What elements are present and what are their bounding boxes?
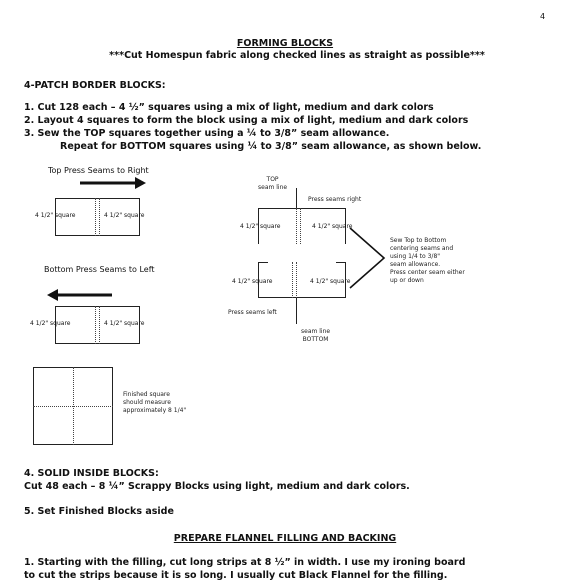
sew-note: Sew Top to Bottom centering seams and using 1/4 to 3/8" seam allowance. Press center seam either up or down — [390, 237, 465, 284]
square-label: 4 1/2" square — [232, 278, 273, 285]
bottom-seam-line — [296, 298, 297, 324]
right-bottom-top-edge-left — [258, 262, 268, 263]
square-label: 4 1/2" square — [30, 320, 71, 327]
top-seam-label: TOP seam line — [258, 176, 288, 191]
top-seam-dots-2 — [99, 198, 100, 236]
finished-note: Finished square should measure approximately 8 1/4" — [123, 391, 187, 414]
step-2: 2. Layout 4 squares to form the block using a mix of light, medium and dark colors — [24, 115, 469, 126]
press-left-label: Press seams left — [228, 309, 277, 316]
square-label: 4 1/2" square — [35, 212, 76, 219]
square-label: 4 1/2" square — [104, 212, 145, 219]
square-label: 4 1/2" square — [312, 223, 353, 230]
square-label: 4 1/2" square — [240, 223, 281, 230]
label-bottom-press: Bottom Press Seams to Left — [44, 265, 155, 274]
solid-blocks-text: Cut 48 each – 8 ¼” Scrappy Blocks using light, medium and dark colors. — [24, 481, 410, 492]
filling-line-1: 1. Starting with the filling, cut long strips at 8 ½” in width. I use my ironing board — [24, 557, 466, 568]
page-number: 4 — [540, 12, 546, 21]
title-forming-blocks: FORMING BLOCKS — [236, 38, 334, 49]
cut-note: ***Cut Homespun fabric along checked lines as straight as possible*** — [109, 50, 485, 61]
press-right-label: Press seams right — [308, 196, 362, 203]
heading-4patch: 4-PATCH BORDER BLOCKS: — [24, 80, 166, 91]
top-seam-line — [296, 188, 297, 208]
heading-solid-blocks: 4. SOLID INSIDE BLOCKS: — [24, 468, 159, 479]
step-3: 3. Sew the TOP squares together using a ¼ to 3/8” seam allowance. — [24, 128, 390, 139]
title-prepare: PREPARE FLANNEL FILLING AND BACKING — [173, 533, 397, 544]
label-top-press: Top Press Seams to Right — [48, 166, 149, 175]
step-3-repeat: Repeat for BOTTOM squares using ¼ to 3/8” seam allowance, as shown below. — [60, 141, 482, 152]
right-bottom-top-edge-right — [336, 262, 346, 263]
bottom-seam-label: seam line BOTTOM — [301, 328, 331, 343]
filling-line-2: to cut the strips because it is so long. I usually cut Black Flannel for the filling. — [24, 570, 448, 581]
finished-hseam — [33, 406, 113, 407]
right-bottom-seam — [292, 262, 293, 298]
right-bottom-seam-2 — [296, 262, 297, 298]
square-label: 4 1/2" square — [104, 320, 145, 327]
square-label: 4 1/2" square — [310, 278, 351, 285]
bottom-seam-dots — [95, 306, 96, 344]
bottom-seam-dots-2 — [99, 306, 100, 344]
step-5: 5. Set Finished Blocks aside — [24, 506, 174, 517]
top-seam-dots — [95, 198, 96, 236]
right-top-seam-2 — [300, 208, 301, 244]
step-1: 1. Cut 128 each – 4 ½” squares using a mix of light, medium and dark colors — [24, 102, 434, 113]
right-top-seam — [296, 208, 297, 244]
